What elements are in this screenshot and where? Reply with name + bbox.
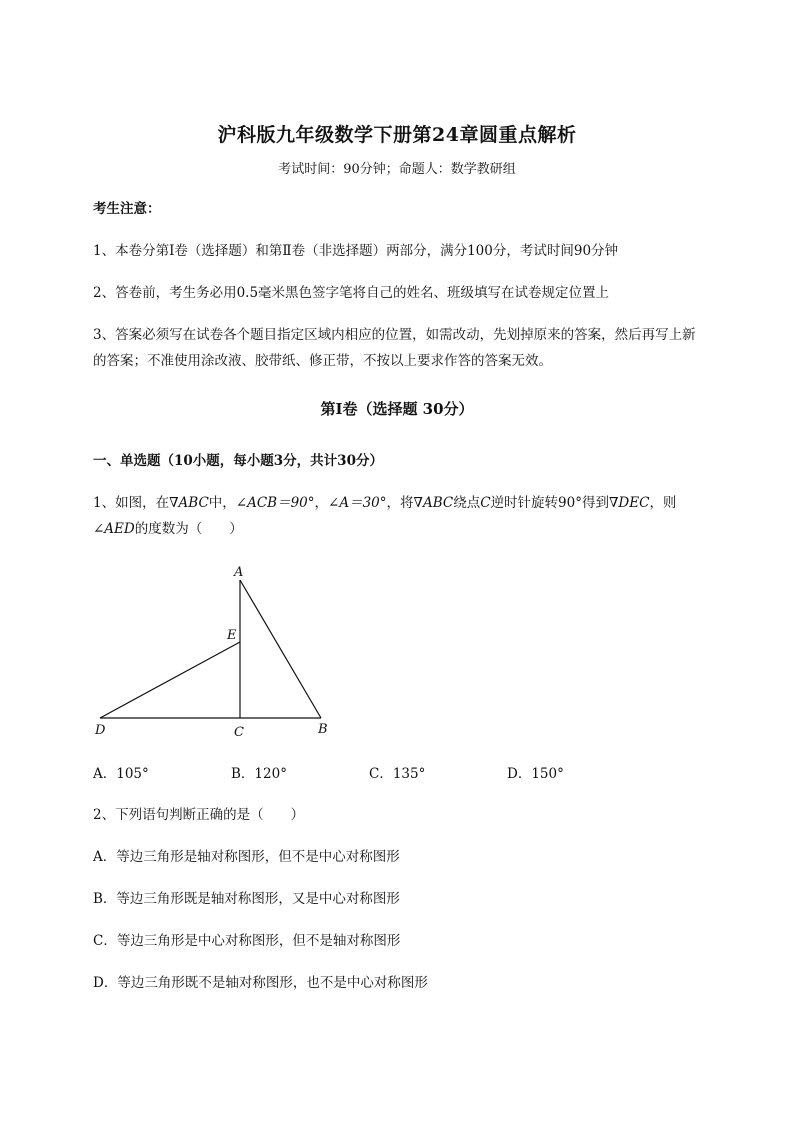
q2-option-b: B．等边三角形既是轴对称图形，又是中心对称图形: [93, 891, 400, 907]
q1-option-d: D．150°: [507, 766, 564, 782]
q1-math: ∇ABC: [169, 495, 209, 511]
part-heading: 一、单选题（10小题，每小题3分，共计30分）: [93, 453, 383, 469]
q1-math: ∠ACB＝90°: [235, 495, 315, 511]
notice-item-1: 1、本卷分第Ⅰ卷（选择题）和第Ⅱ卷（非选择题）两部分，满分100分，考试时间90分钟: [93, 243, 619, 259]
q1-text: ，将: [386, 495, 414, 511]
q1-text: 1、如图，在: [93, 495, 170, 511]
q1-math: ∇ABC: [413, 495, 454, 511]
label-D: D: [95, 723, 106, 738]
label-E: E: [227, 628, 237, 643]
q1-text: 的度数为（ ）: [134, 521, 243, 537]
section-title: 第Ⅰ卷（选择题 30分）: [320, 400, 474, 418]
page-subtitle: 考试时间：90分钟；命题人：数学教研组: [278, 162, 516, 177]
q1-text: ，则: [649, 495, 677, 511]
q2-option-d: D．等边三角形既不是轴对称图形，也不是中心对称图形: [93, 975, 428, 991]
question-2-stem: 2、下列语句判断正确的是（ ）: [93, 807, 305, 823]
label-A: A: [234, 565, 244, 580]
q1-math: C: [480, 495, 491, 511]
q1-option-a: A．105°: [93, 766, 149, 782]
notice-item-2: 2、答卷前，考生务必用0.5毫米黑色签字笔将自己的姓名、班级填写在试卷规定位置上: [93, 285, 610, 301]
q1-text: 逆时针旋转90°得到: [490, 495, 609, 511]
q1-math: ∠A＝30°: [328, 495, 387, 511]
notice-heading: 考生注意：: [93, 201, 161, 217]
notice-item-3: 3、答案必须写在试卷各个题目指定区域内相应的位置，如需改动，先划掉原来的答案，然后再写上新: [93, 327, 696, 343]
notice-item-3-cont: 的答案；不准使用涂改液、胶带纸、修正带，不按以上要求作答的答案无效。: [93, 353, 552, 369]
page-title: 沪科版九年级数学下册第24章圆重点解析: [217, 124, 577, 146]
q1-option-c: C．135°: [369, 766, 426, 782]
q1-option-b: B．120°: [231, 766, 287, 782]
label-B: B: [318, 722, 328, 737]
q2-option-c: C．等边三角形是中心对称图形，但不是轴对称图形: [93, 933, 401, 949]
q2-option-a: A．等边三角形是轴对称图形，但不是中心对称图形: [93, 849, 400, 865]
segment-DE: [100, 642, 240, 718]
segment-AB: [240, 580, 321, 718]
q1-math: ∠AED: [93, 521, 135, 537]
q1-text: 中，: [208, 495, 236, 511]
q1-text: 绕点: [453, 495, 481, 511]
triangle-figure: [88, 560, 348, 750]
question-1-stem: [93, 490, 753, 516]
q1-math: ∇DEC: [609, 495, 650, 511]
label-C: C: [234, 725, 244, 740]
q1-text: ，: [314, 495, 329, 511]
question-1-stem-cont: [93, 516, 753, 542]
